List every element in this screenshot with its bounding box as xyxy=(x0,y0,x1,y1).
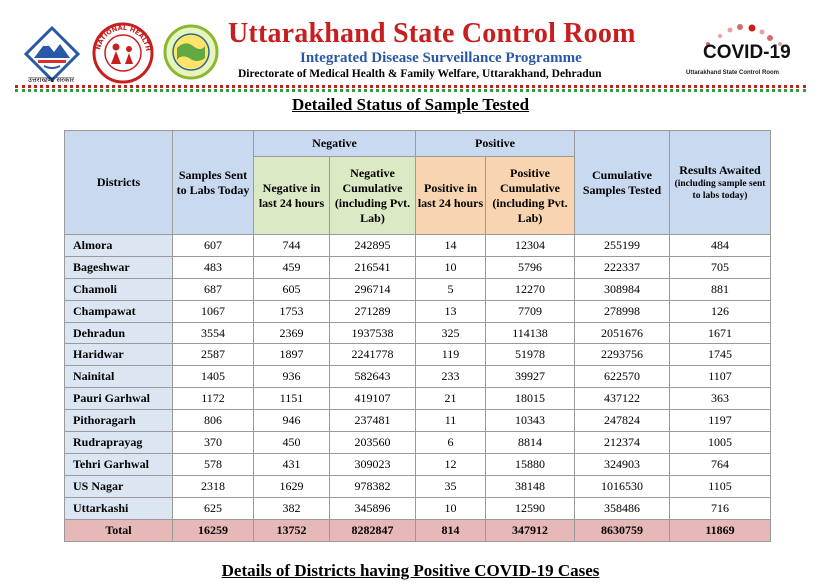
table-cell: 625 xyxy=(173,497,254,519)
group-header-negative: Negative xyxy=(254,131,416,157)
table-cell: 216541 xyxy=(330,256,416,278)
total-cell: 814 xyxy=(416,519,486,541)
table-cell: 1067 xyxy=(173,300,254,322)
table-cell: 3554 xyxy=(173,322,254,344)
table-cell: 233 xyxy=(416,366,486,388)
total-cell: 347912 xyxy=(486,519,575,541)
table-cell: 382 xyxy=(254,497,330,519)
table-cell: 1897 xyxy=(254,344,330,366)
district-name: Uttarkashi xyxy=(65,497,173,519)
table-row xyxy=(65,497,771,519)
table-cell: 12270 xyxy=(486,278,575,300)
table-cell: 14 xyxy=(416,235,486,257)
table-cell: 607 xyxy=(173,235,254,257)
district-name: Pithoragarh xyxy=(65,410,173,432)
table-cell: 308984 xyxy=(575,278,670,300)
table-cell: 459 xyxy=(254,256,330,278)
district-name: Champawat xyxy=(65,300,173,322)
table-row xyxy=(65,453,771,475)
table-cell: 1629 xyxy=(254,475,330,497)
table-cell: 705 xyxy=(670,256,771,278)
department-line: Directorate of Medical Health & Family Welfare, Uttarakhand, Dehradun xyxy=(238,68,602,80)
table-cell: 1405 xyxy=(173,366,254,388)
total-cell: 11869 xyxy=(670,519,771,541)
total-cell: 13752 xyxy=(254,519,330,541)
table-cell: 5796 xyxy=(486,256,575,278)
table-cell: 363 xyxy=(670,388,771,410)
table-cell: 358486 xyxy=(575,497,670,519)
table-row xyxy=(65,388,771,410)
table-cell: 35 xyxy=(416,475,486,497)
group-header-positive: Positive xyxy=(416,131,575,157)
nhm-logo-text: NATIONAL HEALTH xyxy=(94,23,152,52)
results-awaited-label: Results Awaited xyxy=(679,163,761,177)
district-name: US Nagar xyxy=(65,475,173,497)
divider-dotted-green xyxy=(15,89,806,92)
table-cell: 1753 xyxy=(254,300,330,322)
table-cell: 978382 xyxy=(330,475,416,497)
table-cell: 2293756 xyxy=(575,344,670,366)
total-cell: 16259 xyxy=(173,519,254,541)
table-cell: 18015 xyxy=(486,388,575,410)
nhm-logo xyxy=(92,22,154,84)
table-row xyxy=(65,475,771,497)
table-cell: 203560 xyxy=(330,432,416,454)
table-cell: 431 xyxy=(254,453,330,475)
table-cell: 881 xyxy=(670,278,771,300)
nhm-emblem-icon xyxy=(92,22,154,84)
table-cell: 212374 xyxy=(575,432,670,454)
idsp-logo xyxy=(163,24,219,80)
table-cell: 1937538 xyxy=(330,322,416,344)
col-header-negative-24h: Negative in last 24 hours xyxy=(254,157,330,235)
table-cell: 345896 xyxy=(330,497,416,519)
table-cell: 1745 xyxy=(670,344,771,366)
district-name: Pauri Garhwal xyxy=(65,388,173,410)
total-cell: 8630759 xyxy=(575,519,670,541)
table-cell: 622570 xyxy=(575,366,670,388)
govt-logo-caption: उत्तराखण्ड सरकार xyxy=(28,76,75,84)
table-cell: 2241778 xyxy=(330,344,416,366)
table-cell: 605 xyxy=(254,278,330,300)
table-cell: 296714 xyxy=(330,278,416,300)
table-row xyxy=(65,344,771,366)
table-cell: 247824 xyxy=(575,410,670,432)
table-row xyxy=(65,235,771,257)
table-body xyxy=(65,235,771,520)
table-cell: 10 xyxy=(416,497,486,519)
table-cell: 10 xyxy=(416,256,486,278)
district-name: Bageshwar xyxy=(65,256,173,278)
total-cell: 8282847 xyxy=(330,519,416,541)
table-cell: 13 xyxy=(416,300,486,322)
table-cell: 12304 xyxy=(486,235,575,257)
table-cell: 483 xyxy=(173,256,254,278)
table-cell: 51978 xyxy=(486,344,575,366)
table-cell: 437122 xyxy=(575,388,670,410)
table-cell: 2587 xyxy=(173,344,254,366)
table-cell: 7709 xyxy=(486,300,575,322)
table-cell: 278998 xyxy=(575,300,670,322)
table-cell: 1105 xyxy=(670,475,771,497)
col-header-results-awaited xyxy=(670,131,771,235)
table-cell: 222337 xyxy=(575,256,670,278)
col-header-cumulative-samples: Cumulative Samples Tested xyxy=(575,131,670,235)
table-cell: 484 xyxy=(670,235,771,257)
table-cell: 764 xyxy=(670,453,771,475)
table-cell: 12 xyxy=(416,453,486,475)
col-header-samples-sent: Samples Sent to Labs Today xyxy=(173,131,254,235)
divider-dotted-red xyxy=(15,85,806,88)
col-header-positive-24h: Positive in last 24 hours xyxy=(416,157,486,235)
table-cell: 255199 xyxy=(575,235,670,257)
table-cell: 806 xyxy=(173,410,254,432)
table-cell: 2369 xyxy=(254,322,330,344)
district-name: Rudraprayag xyxy=(65,432,173,454)
table-cell: 114138 xyxy=(486,322,575,344)
table-cell: 324903 xyxy=(575,453,670,475)
table-cell: 1005 xyxy=(670,432,771,454)
col-header-negative-cumulative: Negative Cumulative (including Pvt. Lab) xyxy=(330,157,416,235)
table-cell: 12590 xyxy=(486,497,575,519)
table-cell: 39927 xyxy=(486,366,575,388)
sample-status-table xyxy=(64,130,771,542)
table-cell: 687 xyxy=(173,278,254,300)
table-row xyxy=(65,410,771,432)
table-cell: 10343 xyxy=(486,410,575,432)
table-cell: 2318 xyxy=(173,475,254,497)
results-awaited-note: (including sample sent to labs today) xyxy=(674,179,766,201)
section-title: Detailed Status of Sample Tested xyxy=(291,95,530,114)
table-cell: 8814 xyxy=(486,432,575,454)
col-header-districts: Districts xyxy=(65,131,173,235)
table-cell: 5 xyxy=(416,278,486,300)
table-cell: 237481 xyxy=(330,410,416,432)
total-label: Total xyxy=(65,519,173,541)
district-name: Dehradun xyxy=(65,322,173,344)
table-cell: 6 xyxy=(416,432,486,454)
table-row xyxy=(65,366,771,388)
table-row xyxy=(65,278,771,300)
globe-icon xyxy=(163,24,219,80)
district-name: Haridwar xyxy=(65,344,173,366)
table-cell: 450 xyxy=(254,432,330,454)
table-cell: 1107 xyxy=(670,366,771,388)
table-cell: 744 xyxy=(254,235,330,257)
table-cell: 2051676 xyxy=(575,322,670,344)
table-cell: 309023 xyxy=(330,453,416,475)
table-cell: 38148 xyxy=(486,475,575,497)
table-cell: 1151 xyxy=(254,388,330,410)
uttarakhand-govt-logo xyxy=(24,26,80,84)
table-cell: 325 xyxy=(416,322,486,344)
table-cell: 370 xyxy=(173,432,254,454)
table-cell: 716 xyxy=(670,497,771,519)
table-cell: 419107 xyxy=(330,388,416,410)
table-cell: 119 xyxy=(416,344,486,366)
table-cell: 242895 xyxy=(330,235,416,257)
table-cell: 1016530 xyxy=(575,475,670,497)
table-row xyxy=(65,432,771,454)
district-name: Almora xyxy=(65,235,173,257)
footer-section-title: Details of Districts having Positive COVID-19 Cases xyxy=(221,561,600,580)
table-cell: 126 xyxy=(670,300,771,322)
district-name: Chamoli xyxy=(65,278,173,300)
program-subtitle: Integrated Disease Surveillance Programme xyxy=(300,50,582,66)
table-row xyxy=(65,256,771,278)
table-cell: 946 xyxy=(254,410,330,432)
table-cell: 1197 xyxy=(670,410,771,432)
page-title: Uttarakhand State Control Room xyxy=(228,18,636,49)
table-cell: 11 xyxy=(416,410,486,432)
district-name: Tehri Garhwal xyxy=(65,453,173,475)
covid-logo-title: COVID-19 xyxy=(703,42,791,63)
table-cell: 21 xyxy=(416,388,486,410)
table-cell: 15880 xyxy=(486,453,575,475)
table-cell: 578 xyxy=(173,453,254,475)
table-cell: 1671 xyxy=(670,322,771,344)
table-cell: 582643 xyxy=(330,366,416,388)
table-cell: 1172 xyxy=(173,388,254,410)
col-header-positive-cumulative: Positive Cumulative (including Pvt. Lab) xyxy=(486,157,575,235)
total-row xyxy=(65,519,771,541)
table-cell: 271289 xyxy=(330,300,416,322)
table-row xyxy=(65,300,771,322)
table-row xyxy=(65,322,771,344)
covid-logo-subtitle: Uttarakhand State Control Room xyxy=(686,70,780,76)
report-header xyxy=(0,0,821,86)
district-name: Nainital xyxy=(65,366,173,388)
table-cell: 936 xyxy=(254,366,330,388)
